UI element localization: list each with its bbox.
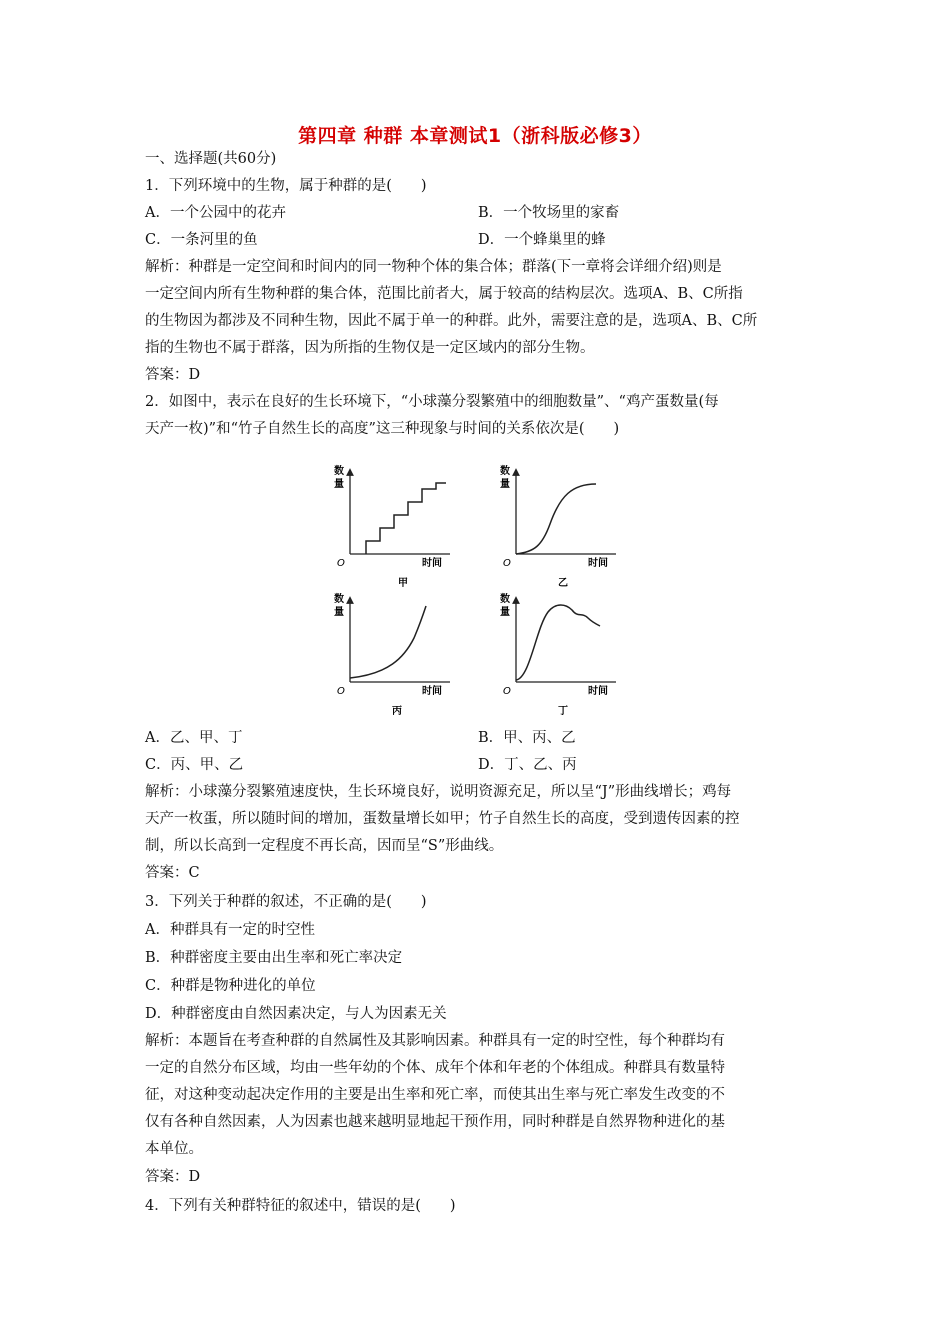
q1-option-a: A．一个公园中的花卉 [145,205,286,221]
y-axis-label: 数 [334,594,344,605]
q1-option-d: D．一个蜂巢里的蜂 [478,232,606,248]
x-axis-label: 时间 [422,686,442,697]
q3-analysis-line: 征，对这种变动起决定作用的主要是出生率和死亡率，而使其出生率与死亡率发生改变的不 [145,1087,725,1103]
q4-stem: 4．下列有关种群特征的叙述中，错误的是( ) [145,1198,456,1214]
q2-option-d: D．丁、乙、丙 [478,757,577,773]
q2-stem-line: 天产一枚)”和“竹子自然生长的高度”这三种现象与时间的关系依次是( ) [145,421,620,437]
q2-analysis-line: 天产一枚蛋，所以随时间的增加，蛋数量增长如甲；竹子自然生长的高度，受到遗传因素的控 [145,811,740,827]
q1-analysis-line: 的生物因为都涉及不同种生物，因此不属于单一的种群。此外，需要注意的是，选项A、B、C所 [145,313,758,329]
y-axis-label: 数 [500,466,510,477]
q3-stem: 3．下列关于种群的叙述，不正确的是( ) [145,894,427,910]
y-axis-label: 数 [334,466,344,477]
panel-label: 甲 [398,578,408,589]
origin-label: O [337,558,345,569]
section-heading: 一、选择题(共60分) [145,151,277,167]
x-axis-label: 时间 [422,558,442,569]
q2-option-c: C．丙、甲、乙 [145,757,244,773]
q1-answer: 答案：D [145,367,201,383]
q3-analysis-line: 仅有各种自然因素，人为因素也越来越明显地起干预作用，同时种群是自然界物种进化的基 [145,1114,725,1130]
q1-analysis-line: 指的生物也不属于群落，因为所指的生物仅是一定区域内的部分生物。 [145,340,595,356]
q3-option-d: D．种群密度由自然因素决定，与人为因素无关 [145,1006,447,1022]
y-axis-label: 量 [500,607,510,618]
y-axis-label: 量 [334,607,344,618]
j-curve [350,606,426,678]
panel-label: 丙 [392,706,402,717]
origin-label: O [337,686,345,697]
s-curve [516,484,596,554]
panel-ding [500,592,616,717]
q3-option-a: A．种群具有一定的时空性 [145,922,315,938]
q2-option-b: B．甲、丙、乙 [478,730,576,746]
x-axis-label: 时间 [588,558,608,569]
q3-option-c: C．种群是物种进化的单位 [145,978,316,994]
q1-analysis-line: 一定空间内所有生物种群的集合体，范围比前者大，属于较高的结构层次。选项A、B、C所指 [145,286,743,302]
panel-label: 乙 [558,578,568,589]
panel-bing [334,592,450,717]
q2-option-a: A．乙、甲、丁 [145,730,243,746]
overshoot-curve [516,605,600,680]
step-curve [366,483,446,554]
q3-analysis-line: 解析：本题旨在考查种群的自然属性及其影响因素。种群具有一定的时空性，每个种群均有 [145,1033,725,1049]
x-axis-label: 时间 [588,686,608,697]
y-axis-label: 数 [500,594,510,605]
y-axis-label: 量 [500,479,510,490]
panel-jia [334,464,450,589]
q2-analysis-line: 解析：小球藻分裂繁殖速度快，生长环境良好，说明资源充足，所以呈“J”形曲线增长；鸡每 [145,784,732,800]
q1-option-b: B．一个牧场里的家畜 [478,205,620,221]
q3-answer: 答案：D [145,1169,201,1185]
q1-option-c: C．一条河里的鱼 [145,232,258,248]
origin-label: O [503,558,511,569]
q1-analysis-line: 解析：种群是一定空间和时间内的同一物种个体的集合体；群落(下一章将会详细介绍)则是 [145,259,722,275]
y-axis-label: 量 [334,479,344,490]
q2-answer: 答案：C [145,865,200,881]
panel-yi [500,464,616,589]
q2-stem-line: 2．如图中，表示在良好的生长环境下，“小球藻分裂繁殖中的细胞数量”、“鸡产蛋数量(每 [145,394,719,410]
q1-stem: 1．下列环境中的生物，属于种群的是( ) [145,178,427,194]
q3-analysis-line: 本单位。 [145,1141,203,1157]
q3-option-b: B．种群密度主要由出生率和死亡率决定 [145,950,403,966]
panel-label: 丁 [558,706,568,717]
q3-analysis-line: 一定的自然分布区域，均由一些年幼的个体、成年个体和年老的个体组成。种群具有数量特 [145,1060,725,1076]
document-title: 第四章 种群 本章测试1（浙科版必修3） [298,125,652,147]
q2-analysis-line: 制，所以长高到一定程度不再长高，因而呈“S”形曲线。 [145,838,504,854]
origin-label: O [503,686,511,697]
growth-curves-figure [310,458,640,720]
